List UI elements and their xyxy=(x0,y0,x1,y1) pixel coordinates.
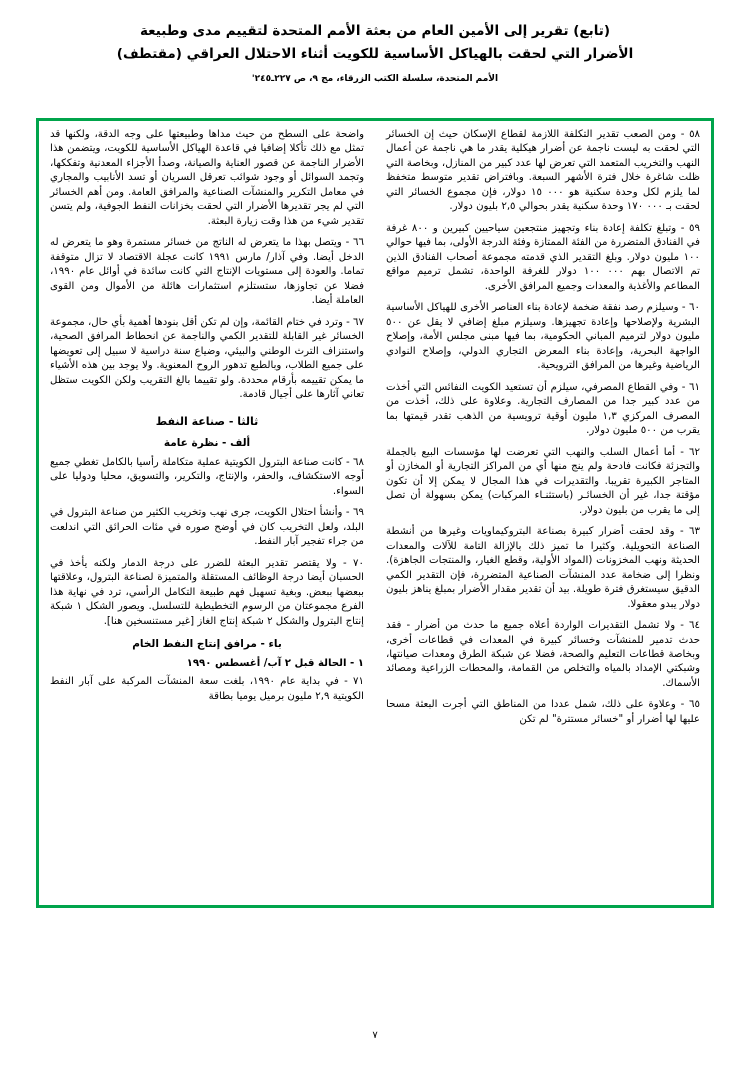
paragraph-text: كانت صناعة البترول الكويتية عملية متكاملة رأسيا بالكامل تغطي جميع أوجه الاستكشاف، والحفر، والإنتاج، والتكرير، والتسويق، محليا ودوليا على السواء. xyxy=(50,456,364,497)
two-column-body xyxy=(50,128,700,900)
paragraph xyxy=(50,128,364,229)
title-line-1: (تابع) تقرير إلى الأمين العام من بعثة الأمم المتحدة لتقييم مدى وطبيعة xyxy=(139,23,611,39)
paragraph-text: ولا يقتصر تقدير البعثة للضرر على درجة الدمار ولكنه يأخذ في الحسبان أيضا درجة الوظائف المستقلة والمتميزة لصناعة البترول، وعلاقتها ببعضها ببعض. وبغية تسهيل فهم طبيعة التكامل الرأسي، ترد في نهاية هذا الفرع مجموعتان من الرسوم التخطيطية للتسلسل. ويصور الشكل ١ شبكة إنتاج البترول والشكل ٢ شبكة إنتاج الغاز [غير مستنسخين هنا]. xyxy=(50,557,365,627)
paragraph-text: وترد في ختام القائمة، وإن لم تكن أقل بنودها أهمية بأي حال، مجموعة الخسائر غير القابلة للتقدير الكمي والناجمة عن انحطاط المرافق الصحية، واستنزاف الترث الوطني والبيئي، وضياع سنة دراسية لا سبيل إلى تعويضها على جميع الطلاب، وبالطبع تدهور الروح المعنوية. ولا يوجد بين هذه الأشياء ما يمكن تقييمه بأرقام محددة. ولو تقييما بالغ التقريب ولكن الكويت ستظل تعاني آثارها على أجيال قادمة. xyxy=(49,316,364,401)
paragraph-number: ٧٠ - xyxy=(343,557,364,569)
paragraph xyxy=(386,446,700,518)
paragraph xyxy=(386,619,700,691)
paragraph-text: ويتصل بهذا ما يتعرض له الناتج من خسائر مستمرة وهو ما يتعرض له الدخل أيضا. وفي آذار/ مارس ١٩٩١ كانت عجلة الاقتصاد لا تزال متوقفة تماما. والعودة إلى مستويات الإنتاج التي كانت سائدة في أوائل عام ١٩٩٠، فضلا عن تجاوزها، ستستلزم استثمارات هائلة من الأموال ومن القوى العاملة أيضا. xyxy=(50,237,364,307)
column-left xyxy=(50,128,364,900)
paragraph-text: وأنشأ احتلال الكويت، جرى نهب وتخريب الكثير من صناعة البترول في البلد، ولعل التخريب كان في أوضح صوره في مئات الحرائق التي اندلعت من جراء تفجير آبار النفط. xyxy=(50,507,364,548)
column-right xyxy=(386,128,700,900)
paragraph-number: ٦٣ - xyxy=(679,526,700,538)
paragraph-text: واضحة على السطح من حيث مداها وطبيعتها على وجه الدقة، ولكنها قد تمثل مع ذلك تأكلا إضافيا في قاعدة الهياكل الأساسية للكويت، ويتضمن هذا الأضرار الناجمة عن قصور العناية والصيانة، وصدأ الأجزاء المعدنية وتفككها، وتجمد السوائل أو وجود شوائب تعرقل السريان أو تسد الأنابيب والمجاري في معامل التكرير والمنشآت الصناعية والمرافق العامة. ومن أهم الخسائر التي لم يجر تقديرها الأضرار التي لحقت بخزانات النفط الجوفية، ولم يتسن تقدير شيء من هذا وقت زيارة البعثة. xyxy=(50,129,364,227)
paragraph xyxy=(50,557,364,629)
paragraph xyxy=(50,236,364,308)
paragraph-number: ٦٩ - xyxy=(345,507,364,519)
subsection-heading: ألف - نظرة عامة xyxy=(163,436,251,449)
paragraph-text: ولا تشمل التقديرات الواردة أعلاه جميع ما حدث من أضرار - فقد حدث تدمير للمنشآت وخسائر كبيرة في المعدات في قطاعات أخرى، وبخاصة قطاعات التعليم والصحة، فضلا عن شبكة الطرق ومعدات صيانتها، وشبكتي الإمداد بالمياه والتخلص من القمامة، والمحطات الزراعية ومصائد الأسماك. xyxy=(386,620,700,689)
paragraph-text: ومن الصعب تقدير التكلفة اللازمة لقطاع الإسكان حيث إن الخسائر التي لحقت به ليست ناجمة عن أضرار هيكلية يقدر ما هي ناجمة عن أعمال النهب والتخريب المتعمد التي تعرض لها عدد كبير من المنازل، وبخاصة التي ظلت شاغرة خلال فترة الأشهر السبعة. وبافتراض تقدير متوسط متخفظ لما يلزم لكل وحدة سكنية هو ٠٠٠ ١٥ دولار، فإن مجموع الخسائر التي لحقت بـ ٠٠٠ ١٧٠ وحدة سكنية يقدر بحوالي ٢,٥ بليون دولار. xyxy=(386,129,700,213)
paragraph-number: ٦٢ - xyxy=(680,446,700,458)
paragraph xyxy=(50,456,364,499)
paragraph-number: ٦٦ - xyxy=(345,237,364,249)
paragraph xyxy=(386,381,700,439)
source-citation: الأمم المتحدة، سلسلة الكتب الزرقاء، مج ٩، ص ٢٢٧ـ٢٤٥' xyxy=(251,73,499,84)
paragraph-text: وسيلزم رصد نفقة ضخمة لإعادة بناء العناصر الأخرى للهياكل الأساسية البشرية ولإصلاحها وإعادة تجهيزها. وسيلزم مبلغ إضافي لا يقل عن ٥٠٠ مليون دولار لترميم المباني الحكومية، بما فيها مبنى مجلس الأمة، وإصلاح الواجهة البحرية، وإعادة بناء المعرض التجاري الدولي، وإصلاح النوادي الرياضية وغيرها من المرافق الترويحية. xyxy=(386,302,700,372)
paragraph-text: وفي القطاع المصرفي، سيلزم أن تستعيد الكويت النفائس التي أخذت من عدد كبير جدا من المصارف التجارية. وعلاوة على ذلك، أخذت من المصرف المركزي ١,٣ مليون أوقية ترويسية من الذهب تقدر قيمتها بما يقرب من ٥٠٠ مليون دولار. xyxy=(386,381,700,437)
subsection-heading-b1: ١ - الحالة قبل ٢ آب/ أغسطس ١٩٩٠ xyxy=(186,658,364,670)
paragraph-text: وقد لحقت أضرار كبيرة بصناعة البتروكيماويات وغيرها من أنشطة الصناعة التحويلية. وكثيرا ما تميز ذلك بالإزالة التامة للآلات والمعدات الحديثة ونهب المخزونات (المواد الأولية، وقطع الغيار، والمنتجات الجاهزة). ونظرا إلى ضخامة عدد المنشآت الصناعية المتضررة، فإن التقدير الكمي الدقيق سيستغرق فترة طويلة. بيد أن تقدير مقدار الأضرار بمبلغ يناهز بليون دولار يبدو معقولا. xyxy=(386,526,700,610)
paragraph xyxy=(386,525,700,612)
paragraph-text: وتبلغ تكلفة إعادة بناء وتجهيز منتجعين سياحيين كبيرين و ٨٠٠ غرفة في الفنادق المتضررة من الفئة الممتازة وفئة الدرجة الأولى، بما فيها حوالي ١٠٠ مليون دولار. وبلغ التقدير الذي قدمته مجموعة أصحاب الفنادق الذين تم الاتصال بهم ٠٠٠ ١٠٠ دولار للغرفة الواحدة، تشمل ترميم مواقع المطاعم والأغذية والمعدات وجميع المرافق الأخرى. xyxy=(386,222,700,292)
subsection-heading-b: باء - مرافق إنتاج النفط الخام xyxy=(132,638,282,651)
paragraph-number: ٧١ - xyxy=(344,676,364,688)
paragraph-text: وعلاوة على ذلك، شمل عددا من المناطق التي أجرت البعثة مسحا عليها لها أضرار أو "خسائر مستترة" لم تكن xyxy=(386,699,700,725)
paragraph-text: أما أعمال السلب والنهب التي تعرضت لها مؤسسات البيع بالجملة والتجزئة فكانت فادحة ولم ينج منها أي من المراكز التجارية أو المخازن أو المتاجر الكبيرة تقريبا. والتقديرات في هذا المجال لا يمكن إلا أن تكون مؤقتة جدا، غير أن الخسائـر (باستثنـاء المركبات) يمكن بسهولة أن تصل إلى ما يقرب من بليون دولار. xyxy=(386,446,700,516)
page-number: ٧ xyxy=(372,1030,378,1041)
section-heading: ثالثا - صناعة النفط xyxy=(155,414,259,428)
paragraph xyxy=(386,301,700,373)
paragraph-number: ٦٠ - xyxy=(681,302,700,314)
paragraph xyxy=(386,222,700,294)
paragraph xyxy=(386,698,700,727)
paragraph-number: ٥٩ - xyxy=(680,222,700,234)
paragraph-number: ٦٥ - xyxy=(680,699,700,711)
document-header xyxy=(26,20,724,86)
paragraph-number: ٦٧ - xyxy=(346,316,364,328)
paragraph xyxy=(50,506,364,549)
paragraph xyxy=(50,675,364,704)
title-line-2: الأضرار التي لحقت بالهياكل الأساسية للكويت أثناء الاحتلال العراقي (مقتطف) xyxy=(116,45,634,62)
paragraph-number: ٦١ - xyxy=(681,381,700,393)
paragraph-text: في بداية عام ١٩٩٠، بلغت سعة المنشآت المركبة على آبار النفط الكويتية ٢,٩ مليون برميل يوميا بطاقة xyxy=(50,676,364,702)
paragraph-number: ٦٤ - xyxy=(680,620,700,632)
paragraph-number: ٥٨ - xyxy=(680,129,701,140)
paragraph-number: ٦٨ - xyxy=(346,456,364,468)
paragraph xyxy=(50,316,364,403)
paragraph xyxy=(386,128,700,215)
